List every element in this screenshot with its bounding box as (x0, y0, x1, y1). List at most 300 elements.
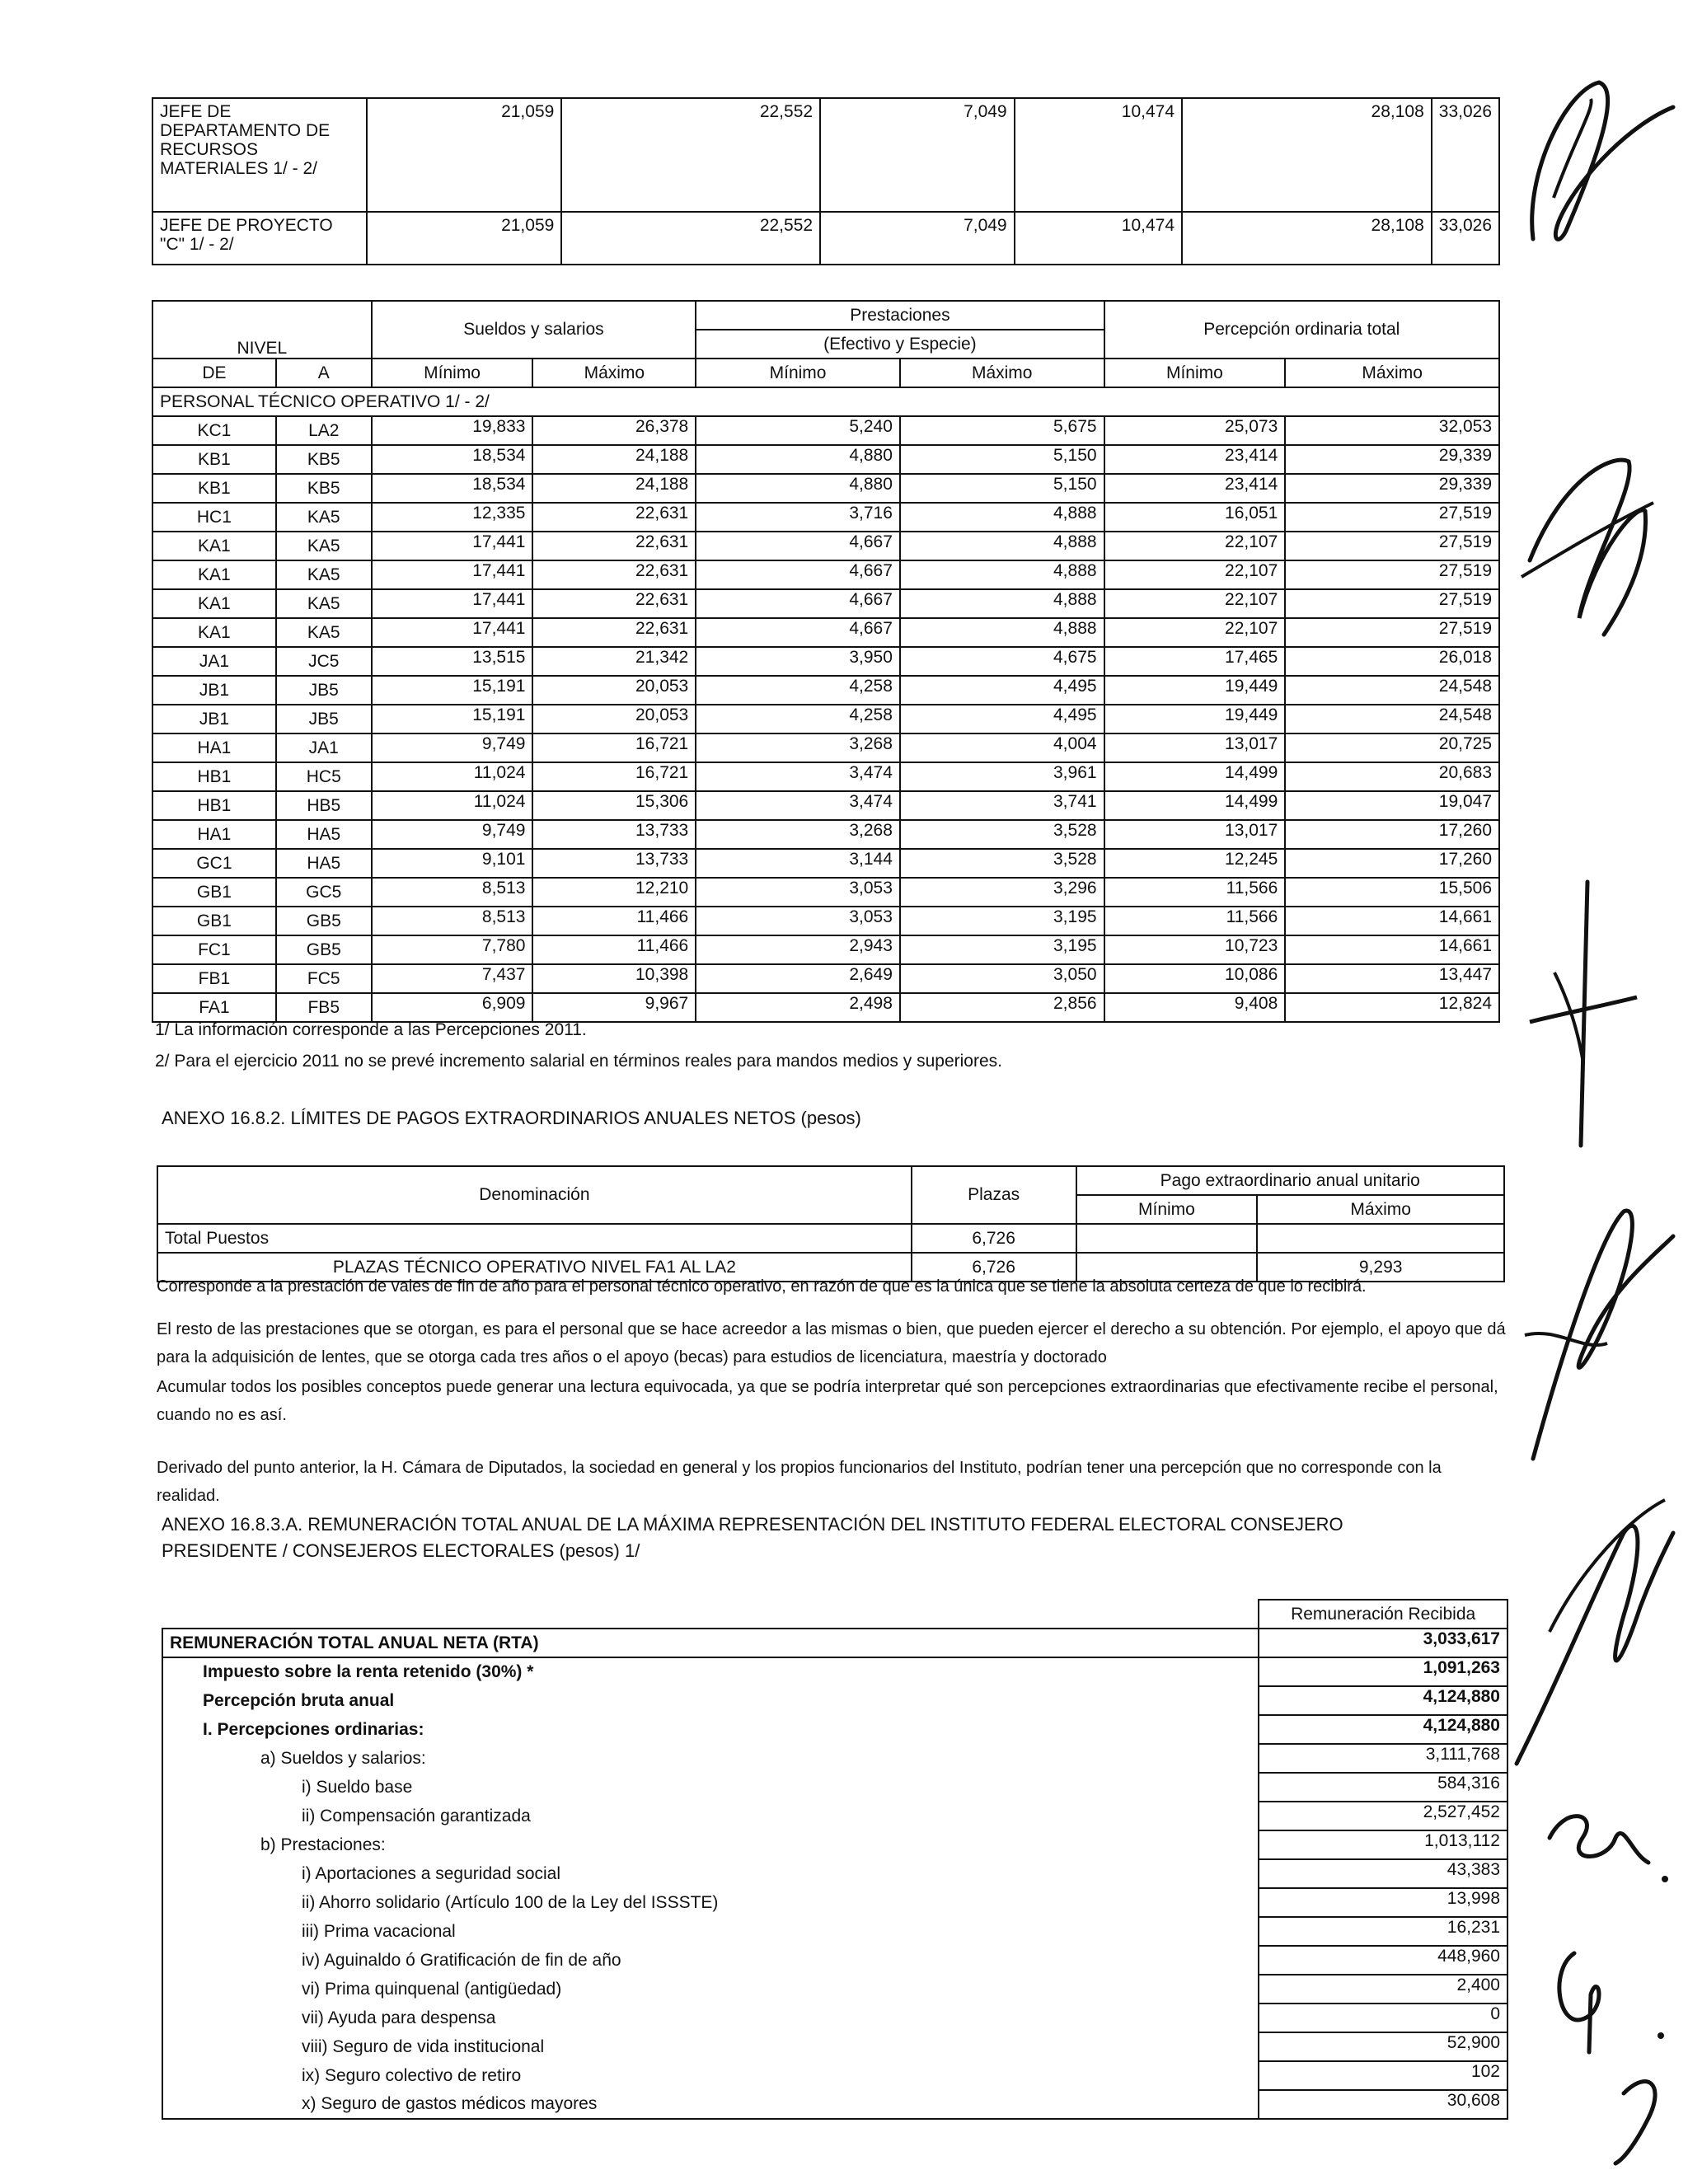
paragraph: Acumular todos los posibles conceptos puede generar una lectura equivocada, ya que se podría interpretar qué son percepciones extraordinarias que efectivamente recibe el personal, cuando no es así. (157, 1378, 1498, 1424)
row-value: 4,124,880 (1259, 1686, 1507, 1715)
cell: 4,495 (900, 705, 1104, 733)
cell: 4,880 (696, 474, 900, 503)
row-label: REMUNERACIÓN TOTAL ANUAL NETA (RTA) (162, 1629, 1259, 1657)
level-to: KA5 (276, 589, 372, 618)
cell: 25,073 (1104, 416, 1286, 445)
cell: 4,675 (900, 647, 1104, 676)
cell: 3,950 (696, 647, 900, 676)
header-row (162, 1600, 1507, 1629)
table-row (152, 676, 1499, 705)
header-max: Máximo (1257, 1195, 1504, 1224)
cell: 3,716 (696, 503, 900, 532)
cell: 10,086 (1104, 964, 1286, 993)
level-from: JA1 (152, 647, 276, 676)
table-row (162, 1975, 1507, 2004)
cell: 15,306 (532, 791, 696, 820)
level-to: KB5 (276, 474, 372, 503)
row-value: 43,383 (1259, 1859, 1507, 1888)
header-prestaciones: Prestaciones (696, 301, 1104, 330)
cell: 10,474 (1015, 212, 1182, 265)
cell: 23,414 (1104, 474, 1286, 503)
cell: 4,004 (900, 733, 1104, 762)
cell: 12,210 (532, 878, 696, 907)
cell: 3,961 (900, 762, 1104, 791)
row-value: 3,033,617 (1259, 1629, 1507, 1657)
cell: 4,888 (900, 532, 1104, 560)
level-from: KB1 (152, 474, 276, 503)
cell: 12,245 (1104, 849, 1286, 878)
cell: 13,515 (372, 647, 533, 676)
table-row (152, 762, 1499, 791)
row-value: 1,091,263 (1259, 1657, 1507, 1686)
header-max: Máximo (532, 359, 696, 387)
level-from: HB1 (152, 762, 276, 791)
signature-mark (1522, 874, 1645, 1154)
cell: 2,943 (696, 935, 900, 964)
position-name: JEFE DE PROYECTO "C" 1/ - 2/ (152, 212, 367, 265)
level-from: HA1 (152, 733, 276, 762)
table-row (152, 589, 1499, 618)
row-label: PLAZAS TÉCNICO OPERATIVO NIVEL FA1 AL LA2 (157, 1253, 912, 1282)
cell: 13,447 (1285, 964, 1499, 993)
cell: 7,049 (820, 212, 1015, 265)
level-from: FB1 (152, 964, 276, 993)
row-label: Total Puestos (157, 1224, 912, 1253)
row-value: 30,608 (1259, 2090, 1507, 2119)
cell: 9,749 (372, 733, 533, 762)
cell: 9,293 (1257, 1253, 1504, 1282)
cell: 17,441 (372, 589, 533, 618)
cell: 24,548 (1285, 705, 1499, 733)
cell: 22,552 (561, 212, 820, 265)
signature-mark (1525, 1788, 1681, 2168)
row-value: 13,998 (1259, 1888, 1507, 1917)
cell: 4,495 (900, 676, 1104, 705)
cell: 4,888 (900, 618, 1104, 647)
row-label: ii) Ahorro solidario (Artículo 100 de la Ley del ISSSTE) (162, 1888, 1259, 1917)
cell: 27,519 (1285, 503, 1499, 532)
level-to: JA1 (276, 733, 372, 762)
cell: 2,498 (696, 993, 900, 1022)
cell: 27,519 (1285, 560, 1499, 589)
cell: 10,723 (1104, 935, 1286, 964)
level-to: HA5 (276, 849, 372, 878)
signature-mark (1517, 74, 1681, 272)
cell: 18,534 (372, 474, 533, 503)
table-row (162, 1888, 1507, 1917)
level-from: KC1 (152, 416, 276, 445)
footnote-1: 1/ La información corresponde a las Percepciones 2011. (155, 1020, 587, 1039)
row-label: a) Sueldos y salarios: (162, 1744, 1259, 1773)
cell: 3,268 (696, 820, 900, 849)
cell: 32,053 (1285, 416, 1499, 445)
level-to: JB5 (276, 676, 372, 705)
cell: 27,519 (1285, 589, 1499, 618)
level-from: GC1 (152, 849, 276, 878)
cell: 11,566 (1104, 878, 1286, 907)
cell: 3,050 (900, 964, 1104, 993)
paragraph: Derivado del punto anterior, la H. Cámara de Diputados, la sociedad en general y los propios funcionarios del Instituto, podrían tener una percepción que no corresponde con la realidad. (157, 1459, 1442, 1505)
cell: 4,667 (696, 560, 900, 589)
level-to: LA2 (276, 416, 372, 445)
cell: 12,335 (372, 503, 533, 532)
table-row (152, 647, 1499, 676)
cell: 22,631 (532, 503, 696, 532)
row-value: 584,316 (1259, 1773, 1507, 1802)
cell: 20,683 (1285, 762, 1499, 791)
cell: 18,534 (372, 445, 533, 474)
table-row (162, 1859, 1507, 1888)
cell: 28,108 (1182, 212, 1432, 265)
cell: 22,107 (1104, 560, 1286, 589)
row-label: x) Seguro de gastos médicos mayores (162, 2090, 1259, 2119)
empty-cell (162, 1600, 1259, 1629)
cell: 22,107 (1104, 589, 1286, 618)
row-label: I. Percepciones ordinarias: (162, 1715, 1259, 1744)
cell: 11,024 (372, 791, 533, 820)
cell: 11,466 (532, 935, 696, 964)
cell: 4,667 (696, 618, 900, 647)
table-row (152, 445, 1499, 474)
cell: 26,378 (532, 416, 696, 445)
level-from: FA1 (152, 993, 276, 1022)
table-row (152, 98, 1499, 212)
cell (1076, 1224, 1258, 1253)
cell: 27,519 (1285, 618, 1499, 647)
level-to: GB5 (276, 907, 372, 935)
cell: 24,188 (532, 474, 696, 503)
table-row (152, 849, 1499, 878)
header-min: Mínimo (372, 359, 533, 387)
cell: 27,519 (1285, 532, 1499, 560)
cell: 19,449 (1104, 705, 1286, 733)
signature-mark (1508, 1187, 1681, 1467)
level-to: HC5 (276, 762, 372, 791)
table-row (152, 935, 1499, 964)
table-row (152, 878, 1499, 907)
header-pago: Pago extraordinario anual unitario (1076, 1166, 1504, 1195)
table-row (152, 820, 1499, 849)
table-row (162, 1946, 1507, 1975)
header-row (152, 301, 1499, 330)
row-label: viii) Seguro de vida institucional (162, 2032, 1259, 2061)
header-denominacion: Denominación (157, 1166, 912, 1224)
cell: 5,150 (900, 445, 1104, 474)
table-row (162, 1830, 1507, 1859)
salary-levels-table (152, 300, 1500, 1023)
header-nivel: NIVEL (152, 301, 372, 359)
cell: 4,880 (696, 445, 900, 474)
level-to: FC5 (276, 964, 372, 993)
cell: 5,675 (900, 416, 1104, 445)
cell: 22,107 (1104, 532, 1286, 560)
cell: 13,733 (532, 820, 696, 849)
cell: 14,661 (1285, 935, 1499, 964)
positions-table (152, 97, 1500, 265)
table-row (162, 2004, 1507, 2032)
cell: 15,506 (1285, 878, 1499, 907)
cell: 3,144 (696, 849, 900, 878)
position-name: JEFE DE DEPARTAMENTO DE RECURSOS MATERIALES 1/ - 2/ (152, 98, 367, 212)
cell: 9,101 (372, 849, 533, 878)
row-label: ix) Seguro colectivo de retiro (162, 2061, 1259, 2090)
cell: 2,649 (696, 964, 900, 993)
table-row (162, 1686, 1507, 1715)
table-row (152, 618, 1499, 647)
cell: 14,499 (1104, 762, 1286, 791)
header-max: Máximo (900, 359, 1104, 387)
cell: 14,499 (1104, 791, 1286, 820)
cell: 6,909 (372, 993, 533, 1022)
row-value: 0 (1259, 2004, 1507, 2032)
cell: 3,528 (900, 820, 1104, 849)
cell: 4,258 (696, 676, 900, 705)
level-from: KA1 (152, 589, 276, 618)
cell: 17,441 (372, 560, 533, 589)
cell: 3,741 (900, 791, 1104, 820)
cell: 6,726 (912, 1253, 1076, 1282)
level-to: KA5 (276, 532, 372, 560)
cell: 20,053 (532, 676, 696, 705)
cell: 4,667 (696, 589, 900, 618)
cell: 3,195 (900, 935, 1104, 964)
cell: 22,107 (1104, 618, 1286, 647)
table-row (162, 1773, 1507, 1802)
cell: 33,026 (1432, 212, 1499, 265)
table-row (162, 2032, 1507, 2061)
cell: 3,296 (900, 878, 1104, 907)
cell: 8,513 (372, 878, 533, 907)
cell: 11,566 (1104, 907, 1286, 935)
cell: 22,631 (532, 532, 696, 560)
cell: 16,721 (532, 733, 696, 762)
cell: 3,528 (900, 849, 1104, 878)
cell: 24,548 (1285, 676, 1499, 705)
signature-mark (1513, 429, 1678, 659)
level-to: HB5 (276, 791, 372, 820)
paragraph: Corresponde a la prestación de vales de fin de año para el personal técnico operativo, en razón de que es la única que se tiene la absoluta certeza de que lo recibirá. (157, 1277, 1367, 1296)
cell: 10,474 (1015, 98, 1182, 212)
cell: 19,047 (1285, 791, 1499, 820)
row-value: 2,400 (1259, 1975, 1507, 2004)
cell: 12,824 (1285, 993, 1499, 1022)
level-from: GB1 (152, 878, 276, 907)
cell: 5,240 (696, 416, 900, 445)
cell: 4,667 (696, 532, 900, 560)
row-value: 2,527,452 (1259, 1802, 1507, 1830)
row-label: vi) Prima quinquenal (antigüedad) (162, 1975, 1259, 2004)
table-row (157, 1224, 1504, 1253)
level-from: KA1 (152, 532, 276, 560)
cell: 8,513 (372, 907, 533, 935)
row-value: 16,231 (1259, 1917, 1507, 1946)
level-from: JB1 (152, 705, 276, 733)
cell: 3,474 (696, 791, 900, 820)
cell: 33,026 (1432, 98, 1499, 212)
footnote-2: 2/ Para el ejercicio 2011 no se prevé incremento salarial en términos reales para mandos medios y superiores. (155, 1052, 1002, 1071)
cell: 2,856 (900, 993, 1104, 1022)
table-row (162, 1715, 1507, 1744)
row-label: Impuesto sobre la renta retenido (30%) * (162, 1657, 1259, 1686)
cell: 3,053 (696, 878, 900, 907)
table-row (152, 416, 1499, 445)
cell: 4,888 (900, 560, 1104, 589)
row-label: iv) Aguinaldo ó Gratificación de fin de año (162, 1946, 1259, 1975)
cell: 17,465 (1104, 647, 1286, 676)
row-label: i) Sueldo base (162, 1773, 1259, 1802)
cell: 23,414 (1104, 445, 1286, 474)
row-label: i) Aportaciones a seguridad social (162, 1859, 1259, 1888)
cell: 21,059 (367, 98, 562, 212)
header-a: A (276, 359, 372, 387)
table-row (152, 964, 1499, 993)
cell: 7,049 (820, 98, 1015, 212)
cell: 29,339 (1285, 474, 1499, 503)
table-row (162, 2061, 1507, 2090)
header-sueldos: Sueldos y salarios (372, 301, 696, 359)
cell: 17,260 (1285, 849, 1499, 878)
level-to: JB5 (276, 705, 372, 733)
row-label: ii) Compensación garantizada (162, 1802, 1259, 1830)
cell: 10,398 (532, 964, 696, 993)
level-from: HB1 (152, 791, 276, 820)
cell: 20,725 (1285, 733, 1499, 762)
row-value: 102 (1259, 2061, 1507, 2090)
cell: 21,059 (367, 212, 562, 265)
table-row (162, 1802, 1507, 1830)
section-title: PERSONAL TÉCNICO OPERATIVO 1/ - 2/ (152, 387, 1499, 416)
table-row (162, 1657, 1507, 1686)
cell: 28,108 (1182, 98, 1432, 212)
cell: 17,441 (372, 618, 533, 647)
header-min: Mínimo (1076, 1195, 1258, 1224)
table-row (152, 993, 1499, 1022)
cell: 4,888 (900, 589, 1104, 618)
cell (1257, 1224, 1504, 1253)
section-row (152, 387, 1499, 416)
level-to: KB5 (276, 445, 372, 474)
level-from: KA1 (152, 618, 276, 647)
table-row (162, 1744, 1507, 1773)
level-from: GB1 (152, 907, 276, 935)
header-de: DE (152, 359, 276, 387)
level-to: HA5 (276, 820, 372, 849)
table-row (152, 212, 1499, 265)
level-to: GC5 (276, 878, 372, 907)
table-row (152, 791, 1499, 820)
cell: 13,017 (1104, 820, 1286, 849)
cell: 26,018 (1285, 647, 1499, 676)
cell: 4,888 (900, 503, 1104, 532)
cell: 29,339 (1285, 445, 1499, 474)
cell: 7,780 (372, 935, 533, 964)
header-percepcion: Percepción ordinaria total (1104, 301, 1499, 359)
header-min: Mínimo (1104, 359, 1286, 387)
level-to: KA5 (276, 560, 372, 589)
header-remuneracion: Remuneración Recibida (1259, 1600, 1507, 1629)
cell: 14,661 (1285, 907, 1499, 935)
table-row (152, 705, 1499, 733)
header-efectivo: (Efectivo y Especie) (696, 330, 1104, 359)
level-from: HA1 (152, 820, 276, 849)
level-from: JB1 (152, 676, 276, 705)
table-row (152, 733, 1499, 762)
row-label: vii) Ayuda para despensa (162, 2004, 1259, 2032)
level-to: JC5 (276, 647, 372, 676)
level-to: FB5 (276, 993, 372, 1022)
paragraph: El resto de las prestaciones que se otorgan, es para el personal que se hace acreedor a las mismas o bien, que pueden ejercer el derecho a su obtención. Por ejemplo, el apoyo que dá para la adquisición de lentes, que se otorga cada tres años o el apoyo (becas) para estudios de licenciatura, maestría y doctorado (157, 1320, 1506, 1366)
extraordinary-payments-table (157, 1165, 1505, 1282)
remuneration-table (162, 1599, 1508, 2120)
row-value: 1,013,112 (1259, 1830, 1507, 1859)
row-value: 3,111,768 (1259, 1744, 1507, 1773)
cell: 24,188 (532, 445, 696, 474)
cell: 17,441 (372, 532, 533, 560)
row-label: iii) Prima vacacional (162, 1917, 1259, 1946)
cell: 9,749 (372, 820, 533, 849)
cell: 9,408 (1104, 993, 1286, 1022)
cell: 9,967 (532, 993, 696, 1022)
table-row (152, 474, 1499, 503)
cell: 22,631 (532, 589, 696, 618)
cell: 16,051 (1104, 503, 1286, 532)
cell: 22,631 (532, 560, 696, 589)
section-heading: ANEXO 16.8.2. LÍMITES DE PAGOS EXTRAORDINARIOS ANUALES NETOS (pesos) (162, 1108, 861, 1128)
level-to: GB5 (276, 935, 372, 964)
cell: 13,017 (1104, 733, 1286, 762)
cell: 15,191 (372, 705, 533, 733)
cell: 15,191 (372, 676, 533, 705)
cell: 7,437 (372, 964, 533, 993)
cell: 20,053 (532, 705, 696, 733)
cell: 5,150 (900, 474, 1104, 503)
signature-mark (1500, 1483, 1681, 1780)
cell: 3,268 (696, 733, 900, 762)
cell: 3,053 (696, 907, 900, 935)
row-label: b) Prestaciones: (162, 1830, 1259, 1859)
cell: 6,726 (912, 1224, 1076, 1253)
cell: 19,833 (372, 416, 533, 445)
header-min: Mínimo (696, 359, 900, 387)
cell: 11,466 (532, 907, 696, 935)
level-from: HC1 (152, 503, 276, 532)
cell: 3,474 (696, 762, 900, 791)
level-to: KA5 (276, 618, 372, 647)
level-from: KB1 (152, 445, 276, 474)
row-value: 52,900 (1259, 2032, 1507, 2061)
table-row (152, 532, 1499, 560)
row-label: Percepción bruta anual (162, 1686, 1259, 1715)
level-from: KA1 (152, 560, 276, 589)
cell: 3,195 (900, 907, 1104, 935)
header-row (152, 359, 1499, 387)
header-plazas: Plazas (912, 1166, 1076, 1224)
cell: 4,258 (696, 705, 900, 733)
section-heading: ANEXO 16.8.3.A. REMUNERACIÓN TOTAL ANUAL DE LA MÁXIMA REPRESENTACIÓN DEL INSTITUTO FEDERAL ELECTORAL CONSEJERO PRESIDENTE / CONSEJEROS ELECTORALES (pesos) 1/ (162, 1514, 1343, 1561)
table-row (152, 503, 1499, 532)
row-value: 4,124,880 (1259, 1715, 1507, 1744)
row-value: 448,960 (1259, 1946, 1507, 1975)
cell: 22,552 (561, 98, 820, 212)
table-row (152, 560, 1499, 589)
level-from: FC1 (152, 935, 276, 964)
table-row (162, 1629, 1507, 1657)
cell: 19,449 (1104, 676, 1286, 705)
cell: 22,631 (532, 618, 696, 647)
cell: 21,342 (532, 647, 696, 676)
table-row (162, 1917, 1507, 1946)
header-row (157, 1166, 1504, 1195)
